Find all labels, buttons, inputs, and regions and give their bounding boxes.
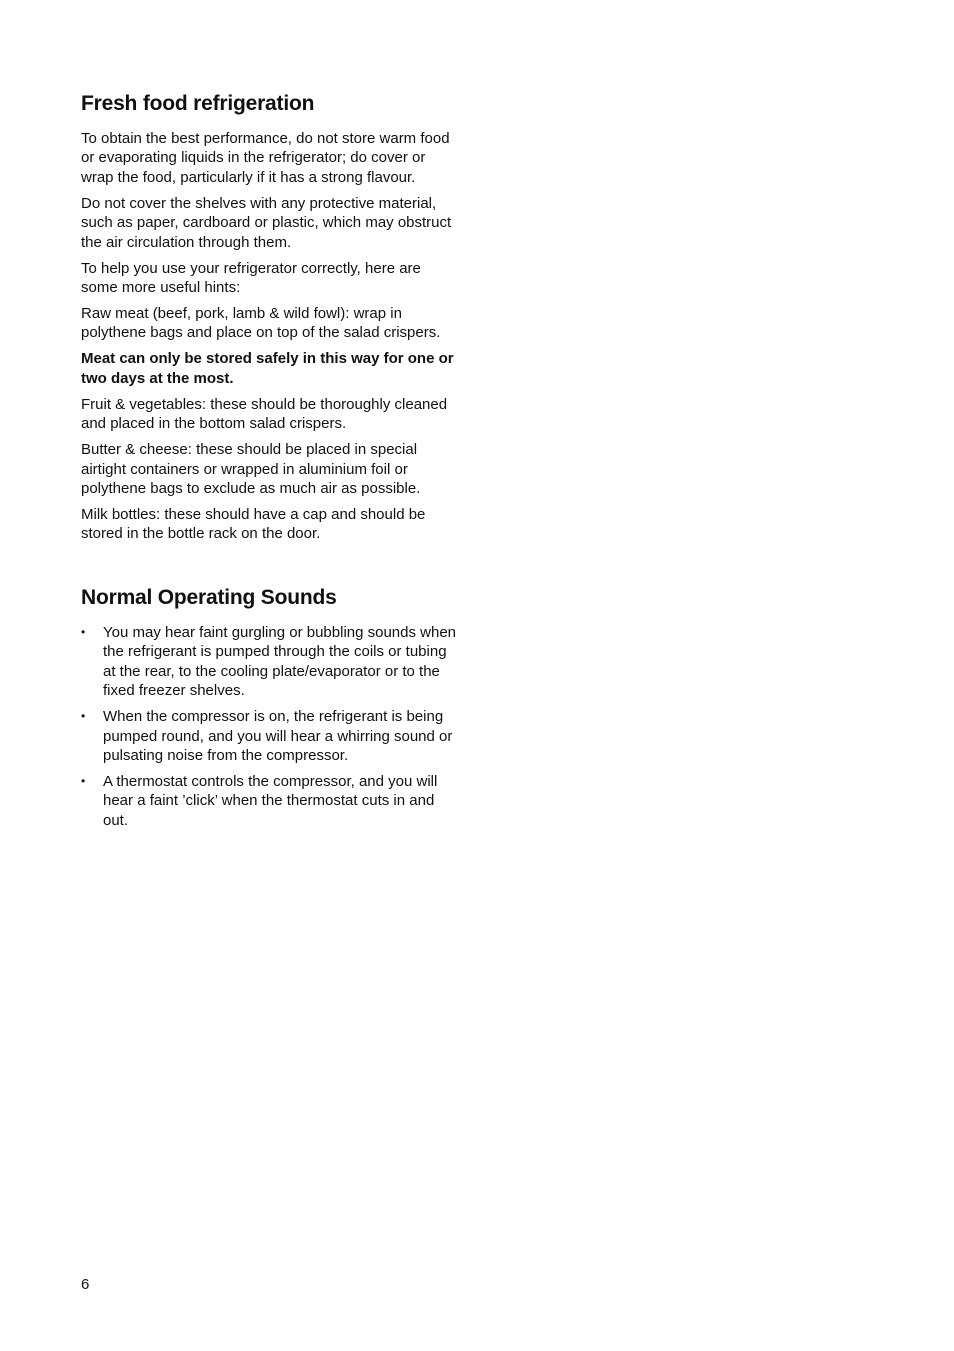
- list-item-text: You may hear faint gurgling or bubbling sounds when the refrigerant is pumped through the coils or tubing at the rear, to the cooling plate/evaporator or to the fixed freezer shelves.: [103, 623, 457, 700]
- warning-paragraph: Meat can only be stored safely in this way for one or two days at the most.: [81, 350, 454, 387]
- list-item-text: A thermostat controls the compressor, and you will hear a faint ’click’ when the thermostat cuts in and out.: [103, 772, 438, 829]
- bullet-icon: •: [81, 773, 86, 788]
- paragraph: To obtain the best performance, do not store warm food or evaporating liquids in the refrigerator; do cover or wrap the food, particularly if it has a strong flavour.: [81, 130, 450, 186]
- paragraph: Butter & cheese: these should be placed in special airtight containers or wrapped in aluminium foil or polythene bags to exclude as much air as possible.: [81, 441, 421, 498]
- paragraph: Fruit & vegetables: these should be thoroughly cleaned and placed in the bottom salad crispers.: [81, 395, 448, 433]
- section-heading: Fresh food refrigeration: [81, 92, 315, 115]
- list-item: [81, 623, 459, 701]
- bullet-list: [81, 623, 459, 830]
- paragraph: Milk bottles: these should have a cap and should be stored in the bottle rack on the door.: [81, 506, 426, 543]
- list-item: [81, 772, 459, 830]
- paragraph: Raw meat (beef, pork, lamb & wild fowl): wrap in polythene bags and place on top of the salad crispers.: [81, 305, 441, 342]
- page-number: 6: [81, 1276, 90, 1293]
- list-item-text: When the compressor is on, the refrigerant is being pumped round, and you will hear a whirring sound or pulsating noise from the compressor.: [103, 708, 453, 764]
- paragraph: To help you use your refrigerator correctly, here are some more useful hints:: [81, 259, 421, 297]
- bullet-icon: •: [81, 624, 86, 639]
- fresh-food-section: [81, 90, 459, 544]
- list-item: [81, 707, 459, 765]
- bullet-icon: •: [81, 709, 86, 724]
- paragraph: Do not cover the shelves with any protective material, such as paper, cardboard or plastic, which may obstruct the air circulation through them.: [81, 194, 452, 251]
- text-column: [81, 90, 459, 837]
- section-heading: Normal Operating Sounds: [81, 585, 337, 609]
- operating-sounds-section: [81, 584, 459, 830]
